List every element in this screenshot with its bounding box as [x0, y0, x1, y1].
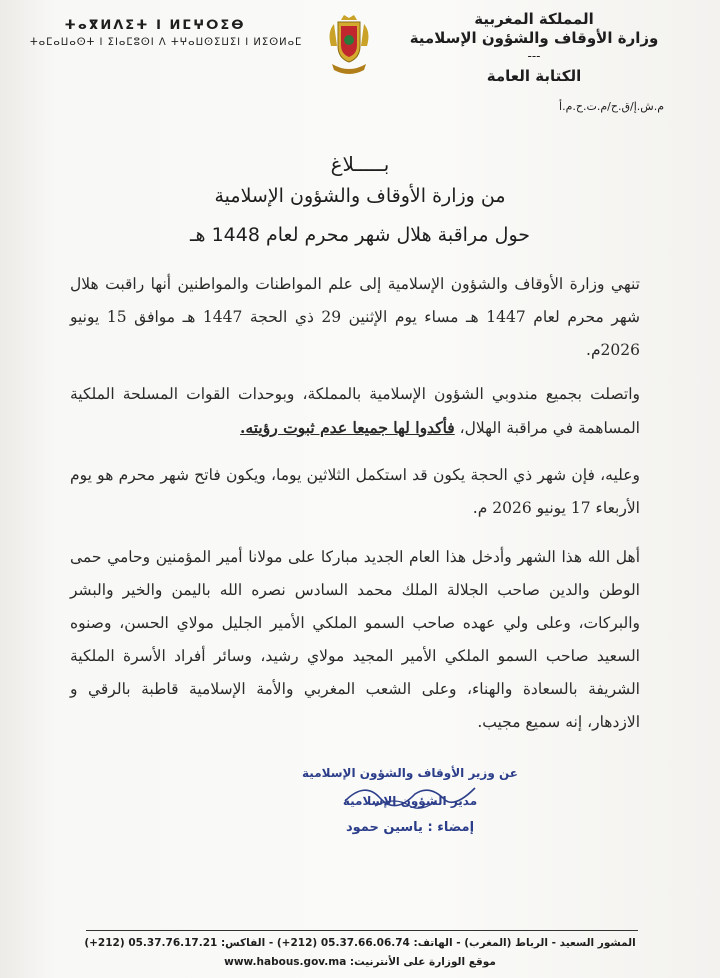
signature-name: إمضاء : ياسين حمود [345, 820, 475, 835]
footer-contact: المشور السعيد - الرباط (المغرب) - الهاتف: 05.37.66.06.74 (212+) - الفاكس: 05.37.76.17.21 (212+) [84, 937, 636, 949]
announcement-source: من وزارة الأوقاف والشؤون الإسلامية [214, 185, 506, 207]
paragraph-contacts [70, 378, 640, 445]
reference-code: م.ش.إ/ق.ح/م.ت.ح.م.أ [559, 100, 664, 113]
paragraph-observation: تنهي وزارة الأوقاف والشؤون الإسلامية إلى علم المواطنات والمواطنين أنها راقبت هلال شهر محرم لعام 1447 هـ مساء يوم الإثنين 29 ذي الحجة 1447 هـ موافق 15 يونيو 2026م. [70, 275, 641, 359]
ministry-name: وزارة الأوقاف والشؤون الإسلامية [409, 29, 659, 47]
header-separator: --- [527, 49, 541, 63]
tifinagh-ministry: ⵜⴰⵎⴰⵡⴰⵙⵜ ⵏ ⵉⵏⴰⵎⵓⵙⵏ ⴷ ⵜⵖⴰⵡⵙⵉⵡⵉⵏ ⵏ ⵍⵉⵙⵍⴰⵎ [30, 37, 303, 48]
footer-website: موقع الوزارة على الأنترنيت: www.habous.gov.ma [224, 956, 496, 968]
signature-title: مدير الشؤون الإسلامية [342, 794, 478, 808]
announcement-title: بـــــلاغ [330, 152, 390, 176]
signature-block [290, 766, 530, 835]
announcement-subject: حول مراقبة هلال شهر محرم لعام 1448 هـ [189, 224, 531, 246]
footer-divider [86, 930, 638, 931]
paragraph-conclusion: وعليه، فإن شهر ذي الحجة يكون قد استكمل الثلاثين يوما، ويكون فاتح شهر محرم هو يوم الأربعاء 17 يونيو 2026 م. [70, 466, 640, 517]
tifinagh-kingdom: ⵜⴰⴳⵍⴷⵉⵜ ⵏ ⵍⵎⵖⵔⵉⴱ [64, 18, 246, 33]
department-name: الكتابة العامة [486, 67, 582, 85]
tifinagh-header [30, 18, 303, 48]
paragraph-wishes: أهل الله هذا الشهر وأدخل هذا العام الجديد مباركا على مولانا أمير المؤمنين وحامي حمى الوطن والدين صاحب الجلالة الملك محمد السادس نصره الله باليمن والخير والبشر والبركات، وعلى ولي عهده صاحب السمو الملكي الأمير الجليل مولاي الحسن، وصنوه السعيد صاحب السمو الملكي الأمير المجيد مولاي رشيد، وسائر أفراد الأسرة الملكية الشريفة بالسعادة والهناء، وعلى الشعب المغربي والأمة الإسلامية قاطبة بالرقي و الازدهار، إنه سميع مجيب. [70, 548, 640, 731]
royal-emblem-icon [324, 12, 374, 82]
kingdom-name: المملكة المغربية [474, 10, 594, 28]
ministry-header [404, 10, 664, 113]
signature-on-behalf: عن وزير الأوقاف والشؤون الإسلامية [302, 766, 518, 780]
result-underlined: فأكدوا لها جميعا عدم ثبوت رؤيته. [240, 418, 455, 437]
contacts-text: واتصلت بجميع مندوبي الشؤون الإسلامية بالمملكة، وبوحدات القوات المسلحة الملكية المساهمة في مراقبة الهلال، [70, 385, 640, 437]
